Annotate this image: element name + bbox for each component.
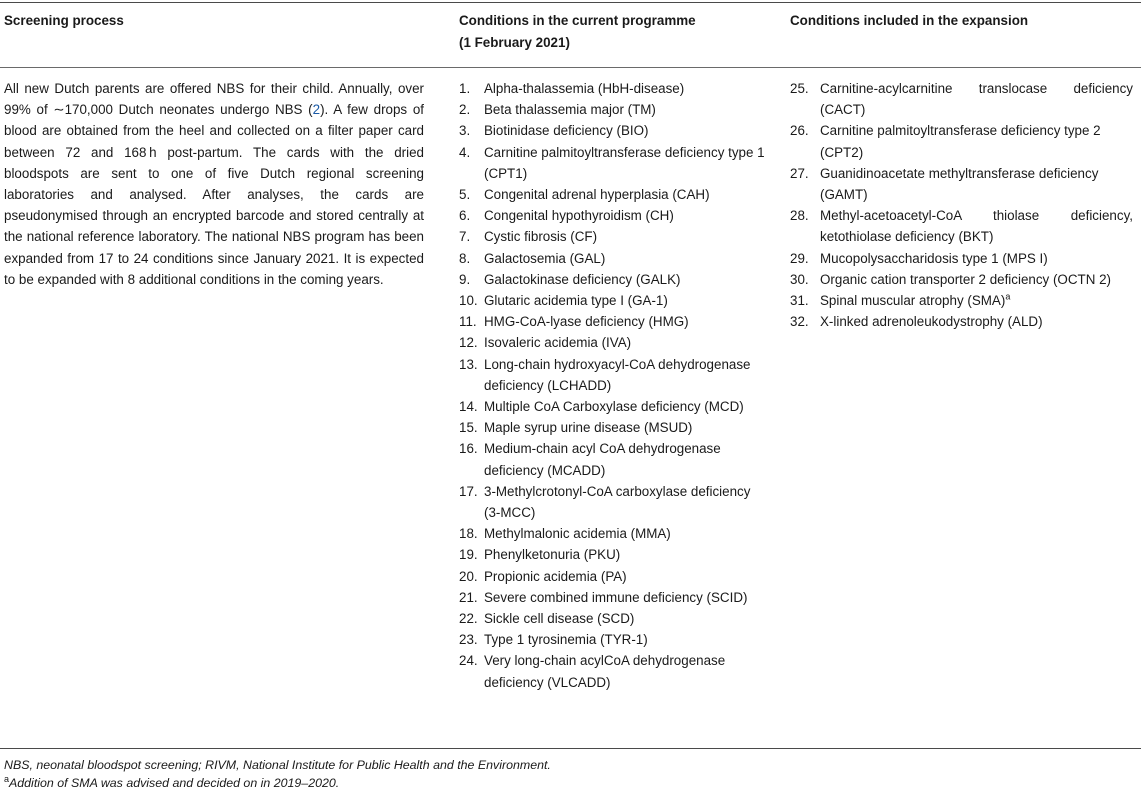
condition-number: 24.	[459, 653, 478, 669]
condition-name	[484, 78, 765, 99]
condition-number: 19.	[459, 547, 478, 563]
header-current-date: (1 February 2021)	[459, 35, 570, 50]
condition-number: 13.	[459, 356, 478, 372]
header-divider-rule	[0, 67, 1141, 68]
header-screening-process: Screening process	[4, 13, 124, 28]
condition-item	[459, 438, 765, 480]
footnote-a	[4, 774, 1104, 792]
condition-item	[790, 78, 1133, 120]
condition-number: 29.	[790, 250, 809, 266]
condition-item	[459, 99, 765, 120]
condition-name-text: Sickle cell disease (SCD)	[484, 611, 635, 627]
condition-item	[790, 205, 1133, 247]
condition-name-text: Type 1 tyrosinemia (TYR-1)	[484, 632, 648, 648]
condition-item	[459, 396, 765, 417]
header-current-title: Conditions in the current programme	[459, 13, 696, 28]
condition-name	[484, 481, 765, 523]
condition-name-text: Isovaleric acidemia (IVA)	[484, 335, 632, 351]
condition-name	[484, 396, 765, 417]
condition-name	[820, 290, 1133, 311]
condition-name	[484, 120, 765, 141]
condition-name-text: X-linked adrenoleukodystrophy (ALD)	[820, 314, 1043, 330]
condition-item	[790, 120, 1133, 162]
condition-item	[459, 226, 765, 247]
condition-number: 6.	[459, 208, 471, 224]
condition-name-text: Medium-chain acyl CoA dehydrogenase deficiency (MCADD)	[484, 441, 721, 478]
condition-name-text: Long-chain hydroxyacyl-CoA dehydrogenase deficiency (LCHADD)	[484, 356, 751, 393]
screening-process-text	[4, 78, 424, 290]
condition-number: 1.	[459, 81, 471, 96]
condition-name-text: Very long-chain acylCoA dehydrogenase deficiency (VLCADD)	[484, 653, 726, 690]
condition-name-text: Methyl-acetoacetyl-CoA thiolase deficiency, ketothiolase deficiency (BKT)	[820, 208, 1133, 245]
condition-number: 7.	[459, 229, 471, 245]
condition-name-text: Carnitine-acylcarnitine translocase deficiency (CACT)	[820, 81, 1133, 118]
condition-item	[459, 184, 765, 205]
footnote-marker: a	[1005, 291, 1011, 302]
condition-item	[459, 523, 765, 544]
condition-number: 14.	[459, 399, 478, 415]
condition-item	[459, 78, 765, 99]
condition-number: 31.	[790, 293, 809, 309]
condition-number: 25.	[790, 81, 809, 96]
condition-number: 27.	[790, 165, 809, 181]
condition-name-text: Alpha-thalassemia (HbH-disease)	[484, 81, 685, 96]
condition-name	[484, 523, 765, 544]
condition-item	[459, 608, 765, 629]
condition-name	[484, 417, 765, 438]
condition-name	[820, 205, 1133, 247]
condition-name	[820, 78, 1133, 120]
header-expansion: Conditions included in the expansion	[790, 13, 1029, 28]
condition-number: 23.	[459, 632, 478, 648]
condition-name-text: Severe combined immune deficiency (SCID)	[484, 589, 748, 605]
condition-name-text: Maple syrup urine disease (MSUD)	[484, 420, 693, 436]
condition-number: 32.	[790, 314, 809, 330]
condition-number: 4.	[459, 144, 471, 160]
condition-number: 18.	[459, 526, 478, 542]
condition-item	[459, 587, 765, 608]
condition-name	[484, 269, 765, 290]
condition-item	[459, 566, 765, 587]
footnote-abbreviations: NBS, neonatal bloodspot screening; RIVM, National Institute for Public Health and the Environment.	[4, 758, 551, 772]
condition-item	[459, 650, 765, 692]
condition-number: 8.	[459, 250, 471, 266]
condition-name	[484, 354, 765, 396]
condition-item	[790, 248, 1133, 269]
condition-name	[484, 99, 765, 120]
condition-name-text: Galactosemia (GAL)	[484, 250, 606, 266]
header-current-programme	[459, 10, 759, 54]
table-bottom-rule	[0, 748, 1141, 749]
condition-name	[484, 629, 765, 650]
condition-item	[459, 417, 765, 438]
footnote-a-mark: a	[4, 773, 10, 784]
condition-number: 28.	[790, 208, 809, 224]
condition-item	[459, 629, 765, 650]
condition-item	[459, 290, 765, 311]
condition-name	[484, 566, 765, 587]
condition-name-text: Carnitine palmitoyltransferase deficiency type 2 (CPT2)	[820, 123, 1101, 160]
condition-name-text: Phenylketonuria (PKU)	[484, 547, 621, 563]
condition-name-text: 3-Methylcrotonyl-CoA carboxylase deficiency (3-MCC)	[484, 483, 751, 521]
condition-name	[484, 205, 765, 226]
condition-name-text: Beta thalassemia major (TM)	[484, 102, 656, 118]
condition-name-text: Cystic fibrosis (CF)	[484, 229, 598, 245]
condition-name	[484, 544, 765, 565]
condition-name	[484, 608, 765, 629]
condition-name	[820, 163, 1133, 205]
reference-link[interactable]: 2	[312, 102, 321, 118]
condition-name-text: Galactokinase deficiency (GALK)	[484, 271, 681, 287]
condition-name	[484, 438, 765, 480]
condition-name	[484, 311, 765, 332]
condition-name-text: Methylmalonic acidemia (MMA)	[484, 526, 671, 542]
condition-item	[459, 120, 765, 141]
condition-name-text: Multiple CoA Carboxylase deficiency (MCD)	[484, 399, 744, 415]
condition-name	[820, 311, 1133, 332]
condition-number: 10.	[459, 293, 478, 309]
condition-name	[484, 332, 765, 353]
condition-item	[790, 163, 1133, 205]
condition-name-text: Carnitine palmitoyltransferase deficiency type 1 (CPT1)	[484, 144, 765, 181]
condition-item	[459, 332, 765, 353]
process-text-part2: ). A few drops of blood are obtained from the heel and collected on a filter paper card between 72 and 168 h post-partum. The cards with the dried bloodspots are sent to one of five Dutch regional screening laboratories and analysed. After analyses, the cards are pseudonymised through an encrypted barcode and stored centrally at the national reference laboratory. The national NBS program has been expanded from 17 to 24 conditions since January 2021. It is expected to be expanded with 8 additional conditions in the coming years.	[4, 102, 424, 287]
condition-name-text: Organic cation transporter 2 deficiency (OCTN 2)	[820, 271, 1111, 287]
condition-number: 9.	[459, 271, 471, 287]
condition-name-text: Mucopolysaccharidosis type 1 (MPS I)	[820, 250, 1048, 266]
condition-name	[484, 226, 765, 247]
condition-name-text: Biotinidase deficiency (BIO)	[484, 123, 649, 139]
condition-name	[820, 248, 1133, 269]
condition-item	[790, 311, 1133, 332]
condition-name-text: Congenital adrenal hyperplasia (CAH)	[484, 187, 710, 203]
expansion-conditions-list	[790, 78, 1133, 332]
condition-name	[484, 290, 765, 311]
condition-item	[459, 269, 765, 290]
condition-name	[484, 142, 765, 184]
condition-name-text: Spinal muscular atrophy (SMA)	[820, 293, 1006, 309]
condition-number: 3.	[459, 123, 471, 139]
condition-item	[459, 205, 765, 226]
condition-item	[459, 311, 765, 332]
condition-number: 11.	[459, 314, 477, 330]
condition-number: 17.	[459, 483, 478, 499]
condition-number: 5.	[459, 187, 471, 203]
condition-number: 16.	[459, 441, 478, 457]
condition-number: 12.	[459, 335, 478, 351]
condition-name	[484, 587, 765, 608]
footnote-a-text: Addition of SMA was advised and decided on in 2019–2020.	[9, 776, 340, 790]
condition-name-text: Guanidinoacetate methyltransferase deficiency (GAMT)	[820, 165, 1099, 203]
table-top-rule	[0, 2, 1141, 3]
process-text-part1: All new Dutch parents are offered NBS for their child. Annually, over 99% of ∼170,000 Dutch neonates undergo NBS (	[4, 81, 424, 118]
condition-name-text: HMG-CoA-lyase deficiency (HMG)	[484, 314, 689, 330]
condition-name	[820, 120, 1133, 162]
condition-name	[484, 184, 765, 205]
current-conditions-list	[459, 78, 765, 693]
condition-item	[790, 290, 1133, 311]
condition-number: 21.	[459, 589, 478, 605]
condition-item	[790, 269, 1133, 290]
condition-item	[459, 354, 765, 396]
condition-name-text: Glutaric acidemia type I (GA-1)	[484, 293, 668, 309]
condition-number: 2.	[459, 102, 471, 118]
condition-item	[459, 481, 765, 523]
condition-number: 22.	[459, 611, 478, 627]
condition-name-text: Propionic acidemia (PA)	[484, 568, 627, 584]
condition-number: 15.	[459, 420, 478, 436]
condition-number: 30.	[790, 271, 809, 287]
condition-item	[459, 142, 765, 184]
condition-name-text: Congenital hypothyroidism (CH)	[484, 208, 674, 224]
condition-item	[459, 248, 765, 269]
condition-number: 26.	[790, 123, 809, 139]
condition-name	[484, 650, 765, 692]
condition-name	[484, 248, 765, 269]
condition-number: 20.	[459, 568, 478, 584]
condition-name	[820, 269, 1133, 290]
condition-item	[459, 544, 765, 565]
